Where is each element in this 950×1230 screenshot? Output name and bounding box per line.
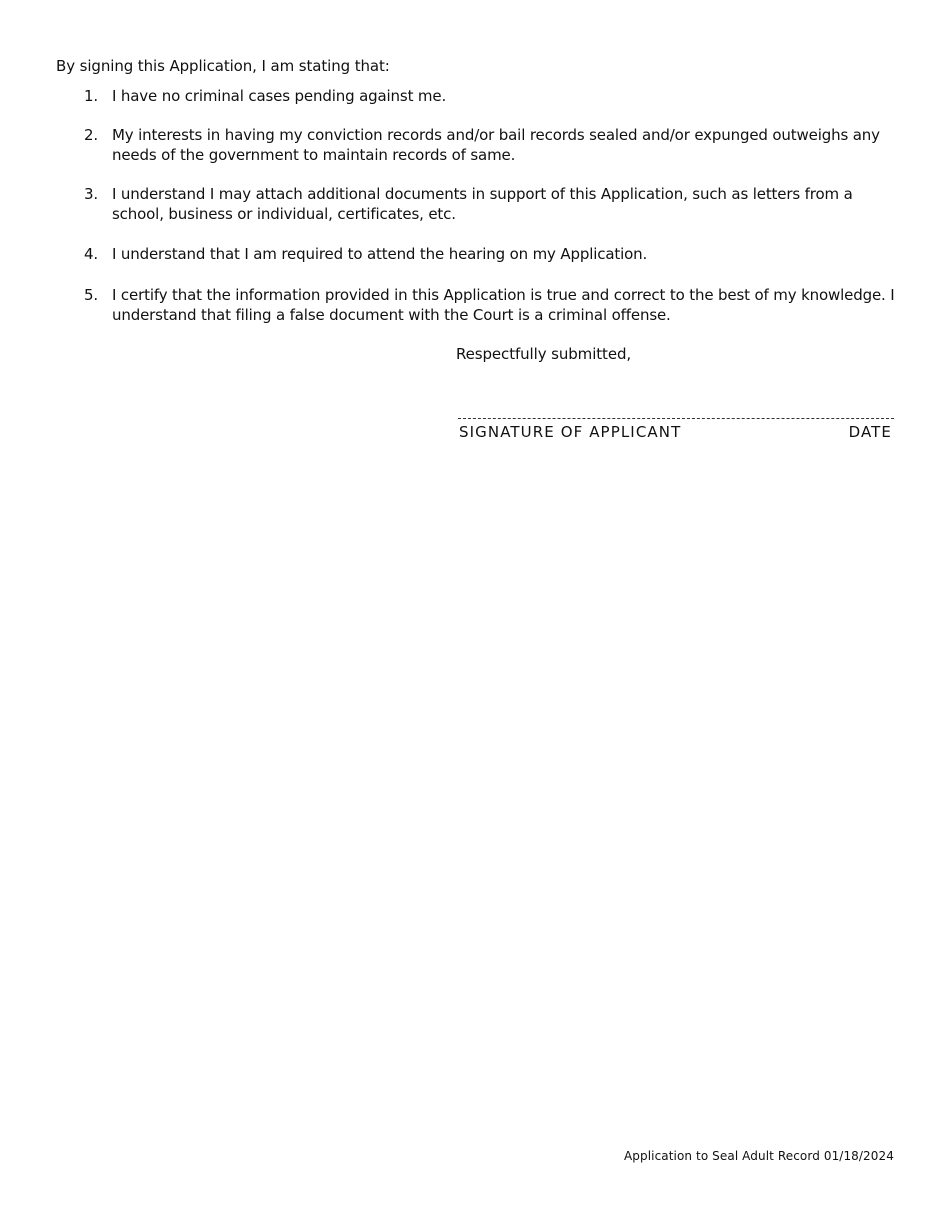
item-number: 4. xyxy=(84,245,99,263)
item-number: 1. xyxy=(84,87,99,105)
form-footer: Application to Seal Adult Record 01/18/2024 xyxy=(623,1149,894,1163)
intro-statement: By signing this Application, I am stating that: xyxy=(56,57,390,75)
list-item xyxy=(84,86,904,106)
item-number: 5. xyxy=(84,286,99,304)
list-item xyxy=(84,244,904,264)
item-number: 3. xyxy=(84,185,99,203)
signature-label: SIGNATURE OF APPLICANT xyxy=(459,423,682,441)
list-item xyxy=(84,184,904,224)
item-text: I certify that the information provided in this Application is true and correct to the best of my knowledge. I understand that filing a false document with the Court is a criminal offense. xyxy=(112,286,895,324)
list-item xyxy=(84,125,904,165)
item-number: 2. xyxy=(84,126,99,144)
list-item xyxy=(84,285,914,325)
item-text: I have no criminal cases pending against me. xyxy=(112,87,447,105)
item-text: My interests in having my conviction records and/or bail records sealed and/or expunged outweighs any needs of the government to maintain records of same. xyxy=(112,126,880,164)
item-text: I understand that I am required to attend the hearing on my Application. xyxy=(112,245,648,263)
item-text: I understand I may attach additional documents in support of this Application, such as letters from a school, business or individual, certificates, etc. xyxy=(112,185,853,223)
closing-text: Respectfully submitted, xyxy=(456,345,632,363)
date-label: DATE xyxy=(848,423,892,441)
signature-line xyxy=(458,418,894,419)
